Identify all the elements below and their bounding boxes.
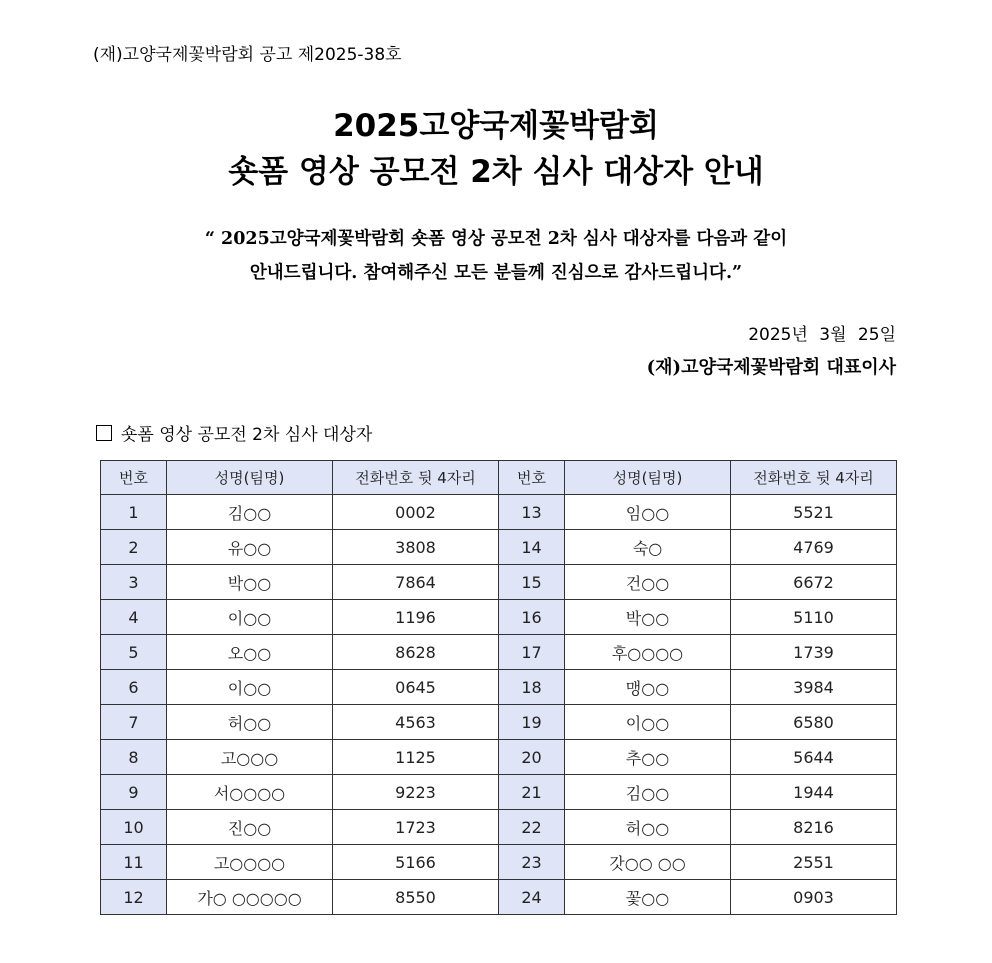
- cell-number: 2: [101, 530, 167, 565]
- table-row: [101, 845, 897, 880]
- cell-number: 20: [499, 740, 565, 775]
- cell-name: 이○○: [167, 670, 333, 705]
- cell-phone: 3808: [333, 530, 499, 565]
- table-row: [101, 775, 897, 810]
- table-row: [101, 740, 897, 775]
- cell-number: 14: [499, 530, 565, 565]
- cell-name: 진○○: [167, 810, 333, 845]
- cell-phone: 2551: [731, 845, 897, 880]
- cell-name: 김○○: [167, 495, 333, 530]
- cell-phone: 8628: [333, 635, 499, 670]
- cell-name: 허○○: [565, 810, 731, 845]
- cell-name: 서○○○○: [167, 775, 333, 810]
- cell-phone: 1723: [333, 810, 499, 845]
- cell-number: 18: [499, 670, 565, 705]
- cell-name: 유○○: [167, 530, 333, 565]
- cell-phone: 1739: [731, 635, 897, 670]
- cell-number: 23: [499, 845, 565, 880]
- cell-number: 17: [499, 635, 565, 670]
- cell-phone: 5110: [731, 600, 897, 635]
- cell-name: 추○○: [565, 740, 731, 775]
- notice-date: 2025년 3월 25일: [748, 325, 896, 345]
- table-row: [101, 810, 897, 845]
- header-number: 번호: [101, 461, 167, 495]
- cell-number: 8: [101, 740, 167, 775]
- table-row: [101, 565, 897, 600]
- intro-text-line-2: 안내드립니다. 참여해주신 모든 분들께 진심으로 감사드립니다.”: [249, 263, 743, 283]
- cell-number: 3: [101, 565, 167, 600]
- cell-number: 19: [499, 705, 565, 740]
- cell-name: 갓○○ ○○: [565, 845, 731, 880]
- cell-number: 22: [499, 810, 565, 845]
- cell-phone: 8550: [333, 880, 499, 915]
- cell-phone: 0645: [333, 670, 499, 705]
- header-phone: 전화번호 뒷 4자리: [333, 461, 499, 495]
- checkbox-icon: [96, 425, 112, 441]
- cell-phone: 6580: [731, 705, 897, 740]
- table-row: [101, 495, 897, 530]
- table-row: [101, 530, 897, 565]
- table-row: [101, 880, 897, 915]
- cell-phone: 5644: [731, 740, 897, 775]
- page-title: 2025고양국제꽃박람회: [333, 108, 659, 144]
- header-phone: 전화번호 뒷 4자리: [731, 461, 897, 495]
- intro-text-line-1: “ 2025고양국제꽃박람회 숏폼 영상 공모전 2차 심사 대상자를 다음과 같이: [204, 229, 788, 249]
- cell-name: 꽃○○: [565, 880, 731, 915]
- cell-phone: 0002: [333, 495, 499, 530]
- cell-name: 후○○○○: [565, 635, 731, 670]
- cell-number: 15: [499, 565, 565, 600]
- header-name: 성명(팀명): [167, 461, 333, 495]
- cell-name: 맹○○: [565, 670, 731, 705]
- cell-phone: 9223: [333, 775, 499, 810]
- cell-phone: 8216: [731, 810, 897, 845]
- section-heading: [96, 420, 372, 445]
- cell-name: 이○○: [167, 600, 333, 635]
- cell-number: 9: [101, 775, 167, 810]
- table-row: [101, 600, 897, 635]
- table-row: [101, 705, 897, 740]
- cell-number: 16: [499, 600, 565, 635]
- cell-phone: 5521: [731, 495, 897, 530]
- cell-phone: 1196: [333, 600, 499, 635]
- notice-number: (재)고양국제꽃박람회 공고 제2025-38호: [93, 45, 402, 65]
- cell-name: 박○○: [167, 565, 333, 600]
- issuer-name: (재)고양국제꽃박람회 대표이사: [646, 357, 896, 378]
- cell-number: 10: [101, 810, 167, 845]
- cell-name: 가○ ○○○○○: [167, 880, 333, 915]
- cell-number: 24: [499, 880, 565, 915]
- cell-name: 고○○○: [167, 740, 333, 775]
- cell-name: 건○○: [565, 565, 731, 600]
- cell-number: 6: [101, 670, 167, 705]
- cell-name: 박○○: [565, 600, 731, 635]
- cell-phone: 6672: [731, 565, 897, 600]
- cell-number: 7: [101, 705, 167, 740]
- header-name: 성명(팀명): [565, 461, 731, 495]
- cell-number: 1: [101, 495, 167, 530]
- cell-name: 허○○: [167, 705, 333, 740]
- table-row: [101, 635, 897, 670]
- table-header-row: [101, 461, 897, 495]
- cell-number: 13: [499, 495, 565, 530]
- cell-phone: 1125: [333, 740, 499, 775]
- cell-phone: 1944: [731, 775, 897, 810]
- cell-phone: 0903: [731, 880, 897, 915]
- cell-phone: 3984: [731, 670, 897, 705]
- page-subtitle: 숏폼 영상 공모전 2차 심사 대상자 안내: [228, 154, 764, 190]
- table-row: [101, 670, 897, 705]
- cell-phone: 4769: [731, 530, 897, 565]
- cell-number: 5: [101, 635, 167, 670]
- cell-phone: 4563: [333, 705, 499, 740]
- cell-name: 오○○: [167, 635, 333, 670]
- cell-number: 12: [101, 880, 167, 915]
- candidates-table: [100, 460, 897, 915]
- cell-name: 임○○: [565, 495, 731, 530]
- cell-name: 이○○: [565, 705, 731, 740]
- cell-name: 고○○○○: [167, 845, 333, 880]
- section-title: 숏폼 영상 공모전 2차 심사 대상자: [121, 425, 373, 445]
- cell-number: 21: [499, 775, 565, 810]
- cell-phone: 7864: [333, 565, 499, 600]
- cell-name: 김○○: [565, 775, 731, 810]
- cell-phone: 5166: [333, 845, 499, 880]
- cell-name: 숙○: [565, 530, 731, 565]
- cell-number: 11: [101, 845, 167, 880]
- cell-number: 4: [101, 600, 167, 635]
- header-number: 번호: [499, 461, 565, 495]
